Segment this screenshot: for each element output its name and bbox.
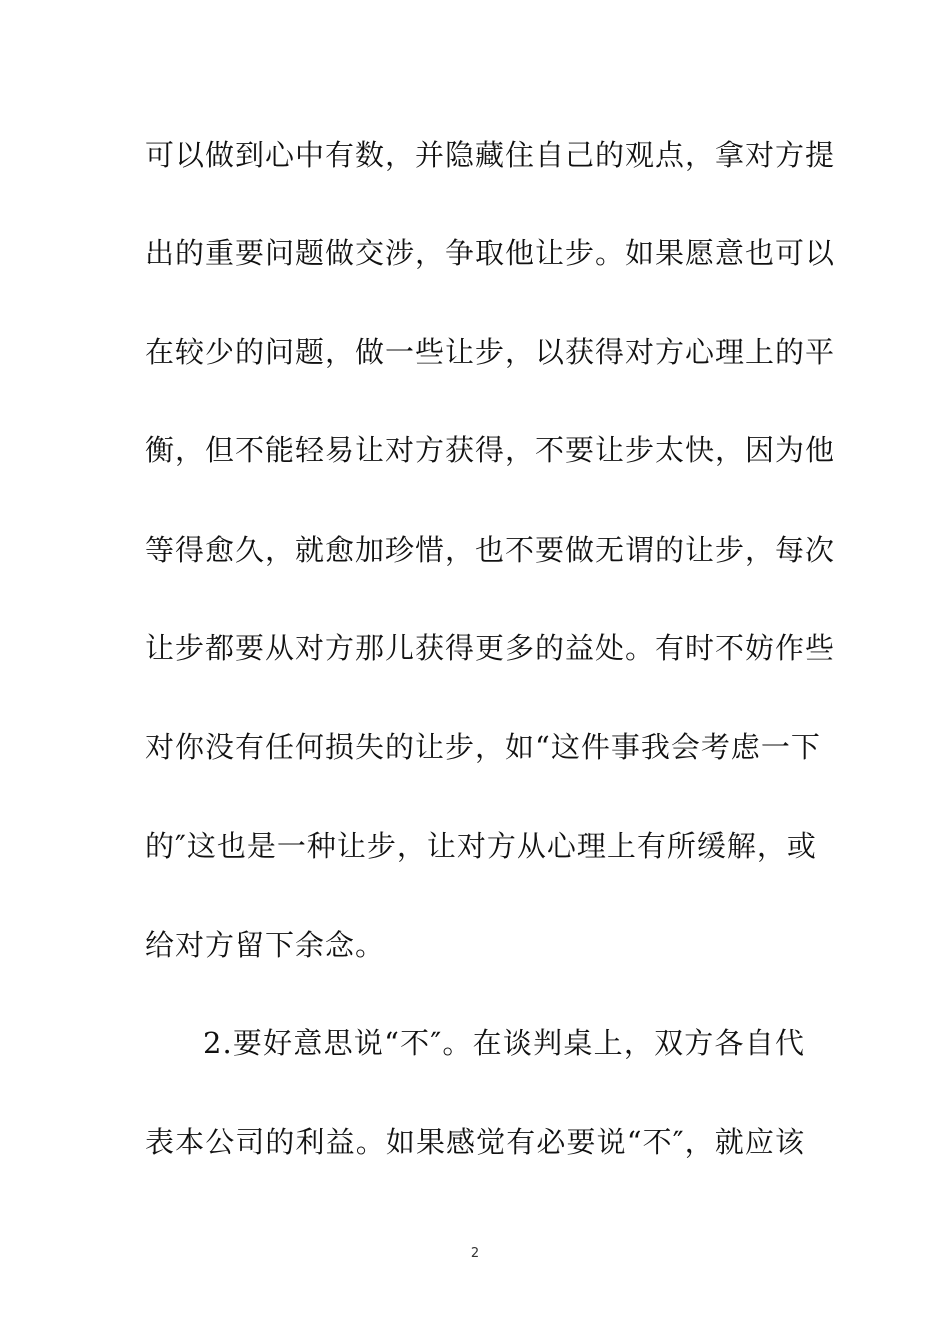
paragraph-line-8: 的″这也是一种让步，让对方从心理上有所缓解，或 [145,829,817,863]
paragraph-line-4: 衡，但不能轻易让对方获得，不要让步太快，因为他 [145,433,836,467]
paragraph-line-5: 等得愈久，就愈加珍惜，也不要做无谓的让步，每次 [145,533,836,567]
paragraph-2-line-2: 表本公司的利益。如果感觉有必要说“不″，就应该 [145,1125,805,1159]
paragraph-line-1: 可以做到心中有数，并隐藏住自己的观点，拿对方提 [145,138,836,172]
paragraph-line-2: 出的重要问题做交涉，争取他让步。如果愿意也可以 [145,236,836,270]
paragraph-line-3: 在较少的问题，做一些让步，以获得对方心理上的平 [145,335,836,369]
paragraph-line-7: 对你没有任何损失的让步，如“这件事我会考虑一下 [145,730,821,764]
paragraph-2-line-1: 2.要好意思说“不″。在谈判桌上，双方各自代 [203,1026,805,1060]
page-number: 2 [470,1246,480,1261]
paragraph-line-9: 给对方留下余念。 [145,928,386,962]
paragraph-line-6: 让步都要从对方那儿获得更多的益处。有时不妨作些 [145,631,836,665]
